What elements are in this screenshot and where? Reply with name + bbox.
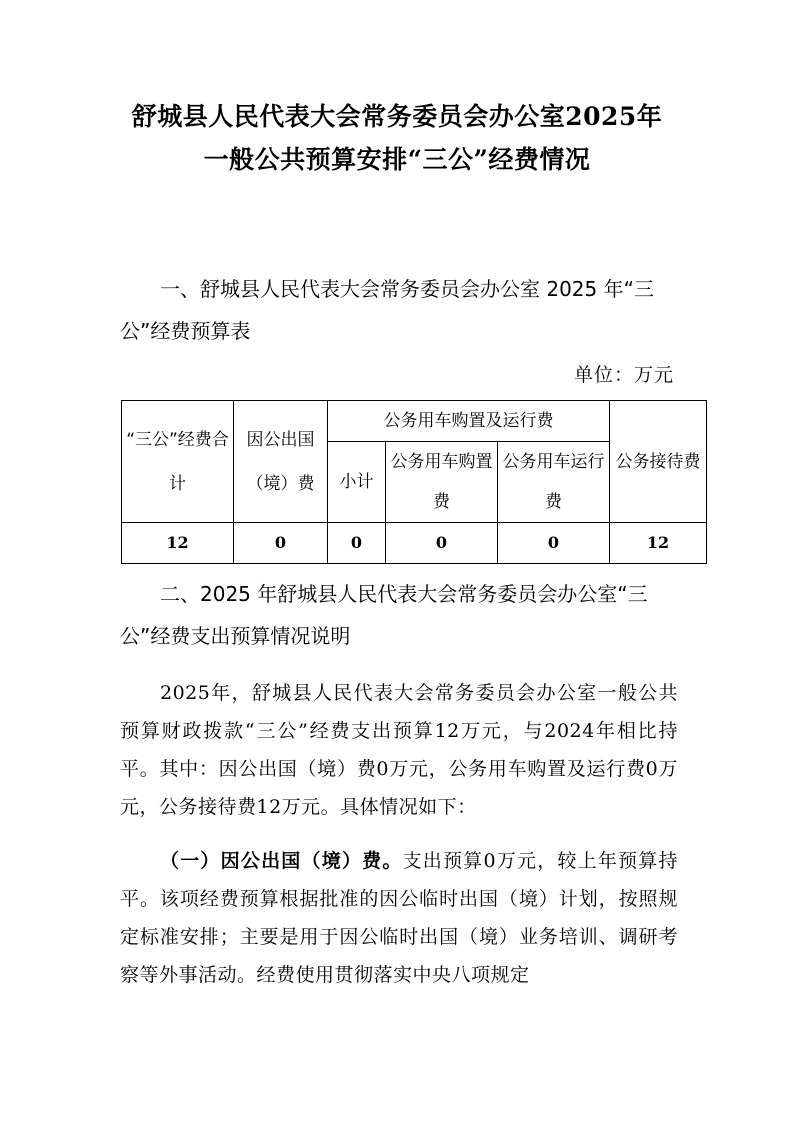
budget-table [121,400,707,564]
header-total: “三公”经费合计 [122,401,234,523]
unit-label: 单位：万元 [573,364,674,386]
section-1-heading: 一、舒城县人民代表大会常务委员会办公室 2025 年“三公”经费预算表 [120,277,654,343]
value-overseas: 0 [234,523,328,564]
header-reception: 公务接待费 [610,401,707,523]
paragraph-overseas-body: 支出预算0万元，较上年预算持平。该项经费预算根据批准的因公临时出国（境）计划，按照规定标准安排；主要是用于因公临时出国（境）业务培训、调研考察等外事活动。经费使用贯彻落实中央八项规定 [120,850,678,986]
table-header-row-1 [122,401,707,442]
value-total: 12 [122,523,234,564]
table-row [122,523,707,564]
header-subtotal: 小计 [328,442,386,523]
paragraph-overseas [120,842,678,994]
header-vehicle-group: 公务用车购置及运行费 [328,401,610,442]
section-2-heading: 二、2025 年舒城县人民代表大会常务委员会办公室“三公”经费支出预算情况说明 [120,582,648,648]
value-vehicle-purchase: 0 [386,523,498,564]
header-overseas: 因公出国（境）费 [234,401,328,523]
value-subtotal: 0 [328,523,386,564]
document-title-line-2: 一般公共预算安排“三公”经费情况 [203,145,591,174]
header-vehicle-operation: 公务用车运行费 [498,442,610,523]
document-title-line-1: 舒城县人民代表大会常务委员会办公室2025年 [131,102,663,131]
paragraph-overseas-lead: （一）因公出国（境）费。 [160,850,403,872]
value-reception: 12 [610,523,707,564]
value-vehicle-operation: 0 [498,523,610,564]
header-vehicle-purchase: 公务用车购置费 [386,442,498,523]
paragraph-summary: 2025年，舒城县人民代表大会常务委员会办公室一般公共预算财政拨款“三公”经费支出预算12万元，与2024年相比持平。其中：因公出国（境）费0万元，公务用车购置及运行费0万元，公务接待费12万元。具体情况如下： [120,682,678,818]
